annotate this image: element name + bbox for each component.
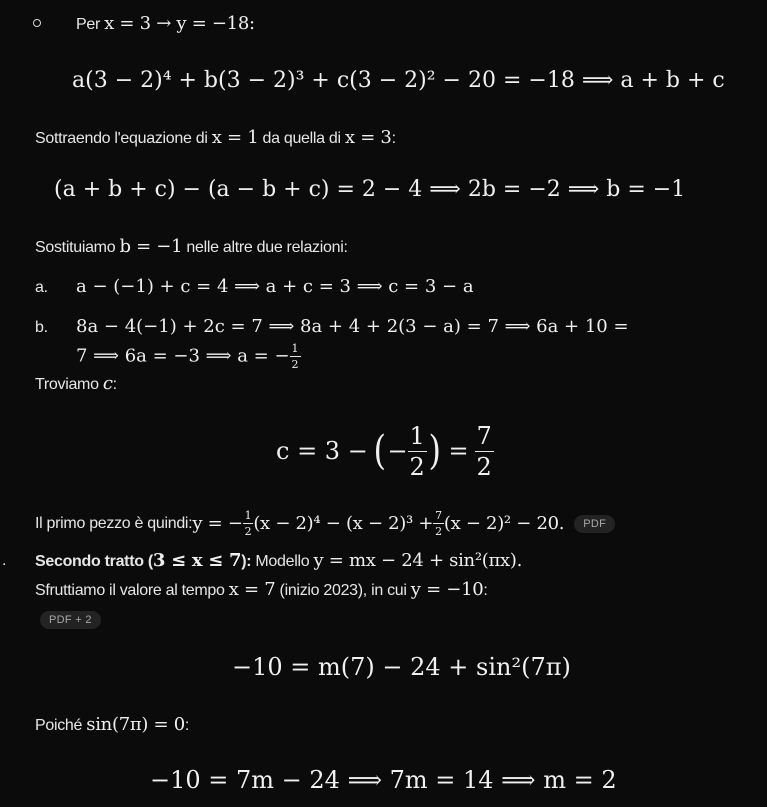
find-c-text: Troviamo xyxy=(35,376,103,393)
list-item-b-math-line1: 8a − 4(−1) + 2c = 7 ⟹ 8a + 4 + 2(3 − a) = 7 ⟹ 6a + 10 = xyxy=(76,316,629,337)
first-piece-math-c: (x − 2)² − 20. xyxy=(443,513,565,534)
subtract-math-b: x = 3 xyxy=(344,127,392,148)
first-piece-text: Il primo pezzo è quindi: xyxy=(35,514,193,532)
list-item-b-marker: b. xyxy=(35,319,48,336)
eq3-minus: − xyxy=(387,437,408,465)
use-value-math-b: y = −10 xyxy=(410,579,484,600)
fraction-one-half xyxy=(290,343,301,370)
eq3-open-paren: ( xyxy=(373,428,386,474)
subtract-text-b: da quella di xyxy=(258,130,345,147)
first-piece-math-b: (x − 2)⁴ − (x − 2)³ + xyxy=(253,513,434,534)
eq3-res-num: 7 xyxy=(476,421,492,450)
first-piece-statement xyxy=(35,510,615,537)
first-piece-frac2-den: 2 xyxy=(435,525,442,538)
subtract-math-a: x = 1 xyxy=(211,127,259,148)
eq3-frac-den: 2 xyxy=(409,452,425,481)
equation-x7-substitution: −10 = m(7) − 24 + sin²(7π) xyxy=(232,653,571,681)
second-segment-bold-b: ): xyxy=(241,553,252,570)
substitute-text-a: Sostituiamo xyxy=(35,239,120,256)
use-value-math-a: x = 7 xyxy=(228,579,276,600)
subtract-text-c: : xyxy=(391,130,396,147)
pdf-source-badge[interactable]: PDF xyxy=(574,515,615,533)
circle-bullet-icon xyxy=(33,19,41,27)
use-value-text-b: (inizio 2023), in cui xyxy=(275,582,411,599)
list-item-a-marker: a. xyxy=(35,279,48,296)
first-piece-frac2-num: 7 xyxy=(435,509,442,522)
eq3-left: c = 3 − xyxy=(276,437,368,465)
list-item-2-marker: . xyxy=(2,552,7,569)
sub-bullet-math: x = 3 → y = −18: xyxy=(104,13,255,34)
fraction-numerator: 1 xyxy=(291,342,299,355)
since-sine-statement xyxy=(35,714,189,735)
find-c-instruction xyxy=(35,373,117,394)
eq3-close-paren: ) xyxy=(428,428,441,474)
eq3-frac-num: 1 xyxy=(409,421,425,450)
substitute-instruction xyxy=(35,236,348,257)
eq3-fraction-half xyxy=(408,421,427,481)
substitute-math: b = −1 xyxy=(119,236,183,257)
sub-bullet-line xyxy=(76,13,255,34)
substitute-text-b: nelle altre due relazioni: xyxy=(182,239,348,256)
fraction-denominator: 2 xyxy=(291,358,299,371)
find-c-colon: : xyxy=(112,376,117,393)
since-math: sin(7π) = 0 xyxy=(86,714,185,735)
find-c-math: c xyxy=(102,373,113,394)
badge-row xyxy=(40,610,101,629)
sub-bullet-prefix: Per xyxy=(76,16,105,33)
first-piece-math-a: y = − xyxy=(192,513,243,534)
use-value-text-c: : xyxy=(483,582,488,599)
use-value-text-a: Sfruttiamo il valore al tempo xyxy=(35,582,229,599)
first-piece-frac1-den: 2 xyxy=(244,525,252,538)
equation-subtraction-result: (a + b + c) − (a − b + c) = 2 − 4 ⟹ 2b = −2 ⟹ b = −1 xyxy=(54,177,686,202)
pdf-plus-two-badge[interactable]: PDF + 2 xyxy=(40,611,101,629)
first-piece-frac-1 xyxy=(243,510,254,537)
first-piece-frac1-num: 1 xyxy=(244,509,252,522)
equation-m-value: −10 = 7m − 24 ⟹ 7m = 14 ⟹ m = 2 xyxy=(150,766,617,794)
list-item-b-math-line2-text: 7 ⟹ 6a = −3 ⟹ a = − xyxy=(76,345,290,367)
second-segment-bold-a: Secondo tratto ( xyxy=(35,553,153,570)
subtract-instruction xyxy=(35,127,396,148)
subtract-text-a: Sottraendo l'equazione di xyxy=(35,130,212,147)
second-segment-text: Modello xyxy=(251,553,314,570)
list-item-b-math-line2 xyxy=(76,343,301,370)
eq3-res-den: 2 xyxy=(476,452,492,481)
list-item-a-math: a − (−1) + c = 4 ⟹ a + c = 3 ⟹ c = 3 − a xyxy=(76,276,474,297)
use-value-instruction xyxy=(35,579,488,600)
first-piece-frac-2 xyxy=(433,510,444,537)
second-segment-math: y = mx − 24 + sin²(πx). xyxy=(313,550,523,571)
since-text: Poiché xyxy=(35,717,87,734)
second-segment-bold-math: 3 ≤ x ≤ 7 xyxy=(152,550,242,571)
equation-substitution-x3: a(3 − 2)⁴ + b(3 − 2)³ + c(3 − 2)² − 20 = −18 ⟹ a + b + c xyxy=(72,68,725,93)
since-colon: : xyxy=(184,717,190,734)
eq3-equals: = xyxy=(448,437,469,465)
eq3-result-fraction xyxy=(475,421,494,481)
equation-c-value xyxy=(276,418,494,484)
second-segment-heading xyxy=(35,550,522,571)
